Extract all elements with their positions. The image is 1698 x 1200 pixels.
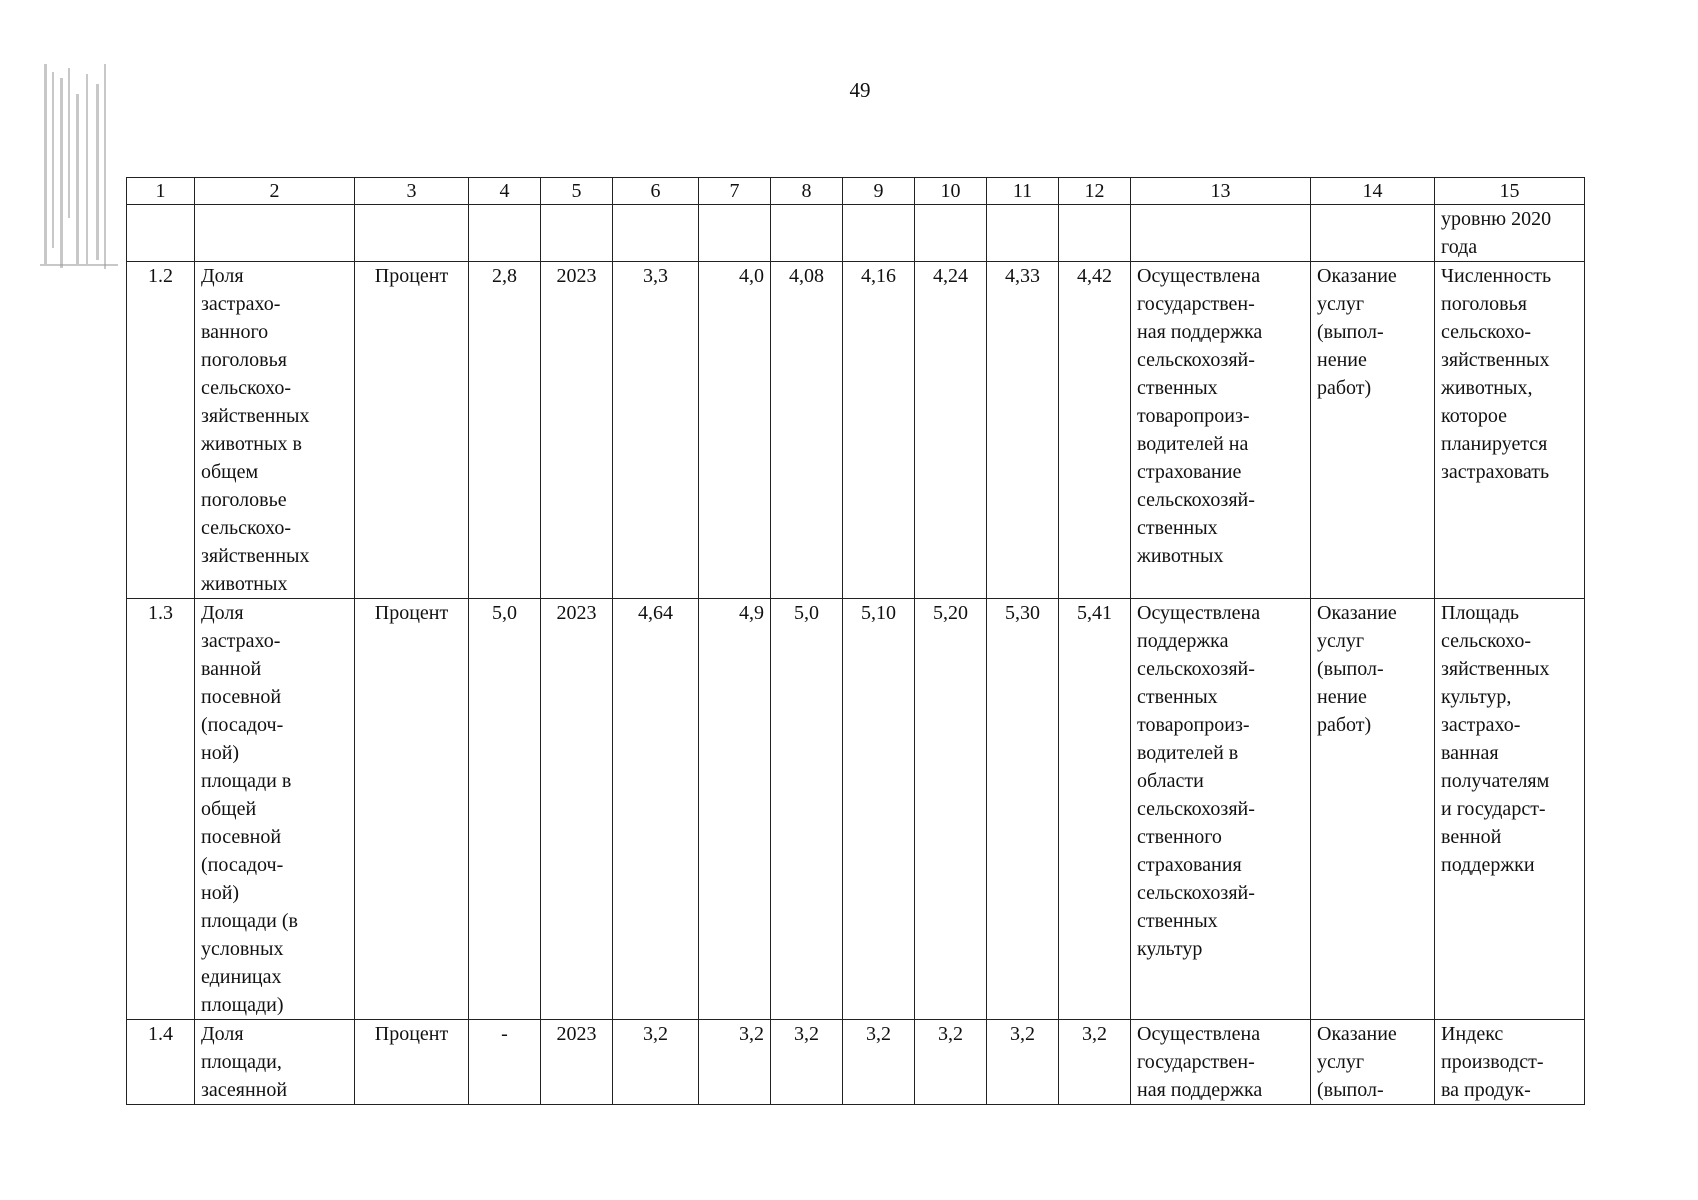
measure-type: Оказание услуг (выпол- нение работ) xyxy=(1311,599,1435,1020)
base-year: 2023 xyxy=(541,262,613,599)
base-year: 2023 xyxy=(541,1020,613,1105)
measure-type: Оказание услуг (выпол- нение работ) xyxy=(1311,262,1435,599)
value-col-11: 3,2 xyxy=(987,1020,1059,1105)
unit: Процент xyxy=(355,1020,469,1105)
indicator-name: Доля застрахо- ванного поголовья сельскохо- зяйственных животных в общем поголовье сельскохо- зяйственных животных xyxy=(195,262,355,599)
value-col-9: 3,2 xyxy=(843,1020,915,1105)
value-col-11: 5,30 xyxy=(987,599,1059,1020)
col-header: 7 xyxy=(699,178,771,205)
col-header: 5 xyxy=(541,178,613,205)
unit: Процент xyxy=(355,599,469,1020)
base-year: 2023 xyxy=(541,599,613,1020)
table-row xyxy=(127,599,1585,1020)
value-col-11: 4,33 xyxy=(987,262,1059,599)
value-col-7: 4,9 xyxy=(699,599,771,1020)
value-col-12: 3,2 xyxy=(1059,1020,1131,1105)
col-header: 1 xyxy=(127,178,195,205)
col-header: 10 xyxy=(915,178,987,205)
row-number: 1.4 xyxy=(127,1020,195,1105)
value-col-7: 4,0 xyxy=(699,262,771,599)
col-header: 11 xyxy=(987,178,1059,205)
col-header: 4 xyxy=(469,178,541,205)
measure-description: Осуществлена государствен- ная поддержка xyxy=(1131,1020,1311,1105)
value-col-6: 3,3 xyxy=(613,262,699,599)
row-number: 1.3 xyxy=(127,599,195,1020)
margin-stamp-mark xyxy=(40,64,118,270)
col-header: 12 xyxy=(1059,178,1131,205)
value-col-7: 3,2 xyxy=(699,1020,771,1105)
measure-type: Оказание услуг (выпол- xyxy=(1311,1020,1435,1105)
col-header: 9 xyxy=(843,178,915,205)
indicator-note: Площадь сельскохо- зяйственных культур, застрахо- ванная получателям и государст- венной поддержки xyxy=(1435,599,1585,1020)
indicators-table xyxy=(126,177,1585,1105)
indicator-note: Численность поголовья сельскохо- зяйственных животных, которое планируется застраховать xyxy=(1435,262,1585,599)
col-header: 3 xyxy=(355,178,469,205)
table-row xyxy=(127,1020,1585,1105)
value-col-10: 3,2 xyxy=(915,1020,987,1105)
value-col-6: 4,64 xyxy=(613,599,699,1020)
base-value: 2,8 xyxy=(469,262,541,599)
indicator-name: Доля площади, засеянной xyxy=(195,1020,355,1105)
col-header: 8 xyxy=(771,178,843,205)
col-header: 13 xyxy=(1131,178,1311,205)
page-number: 49 xyxy=(849,78,871,102)
table-row xyxy=(127,262,1585,599)
continuation-row xyxy=(127,205,1585,262)
indicator-name: Доля застрахо- ванной посевной (посадоч- ной) площади в общей посевной (посадоч- ной) площади (в условных единицах площади) xyxy=(195,599,355,1020)
unit: Процент xyxy=(355,262,469,599)
measure-description: Осуществлена поддержка сельскохозяй- ственных товаропроиз- водителей в области сельскохозяй- ственного страхования сельскохозяй- ственных культур xyxy=(1131,599,1311,1020)
value-col-12: 5,41 xyxy=(1059,599,1131,1020)
value-col-8: 3,2 xyxy=(771,1020,843,1105)
continuation-note: уровню 2020 года xyxy=(1435,205,1585,262)
col-header: 6 xyxy=(613,178,699,205)
row-number: 1.2 xyxy=(127,262,195,599)
base-value: - xyxy=(469,1020,541,1105)
value-col-12: 4,42 xyxy=(1059,262,1131,599)
col-header: 14 xyxy=(1311,178,1435,205)
col-header: 2 xyxy=(195,178,355,205)
value-col-6: 3,2 xyxy=(613,1020,699,1105)
measure-description: Осуществлена государствен- ная поддержка сельскохозяй- ственных товаропроиз- водителей на страхование сельскохозяй- ственных животных xyxy=(1131,262,1311,599)
value-col-10: 5,20 xyxy=(915,599,987,1020)
value-col-9: 4,16 xyxy=(843,262,915,599)
value-col-8: 4,08 xyxy=(771,262,843,599)
value-col-9: 5,10 xyxy=(843,599,915,1020)
column-number-row xyxy=(127,178,1585,205)
value-col-8: 5,0 xyxy=(771,599,843,1020)
base-value: 5,0 xyxy=(469,599,541,1020)
indicator-note: Индекс производст- ва продук- xyxy=(1435,1020,1585,1105)
value-col-10: 4,24 xyxy=(915,262,987,599)
col-header: 15 xyxy=(1435,178,1585,205)
